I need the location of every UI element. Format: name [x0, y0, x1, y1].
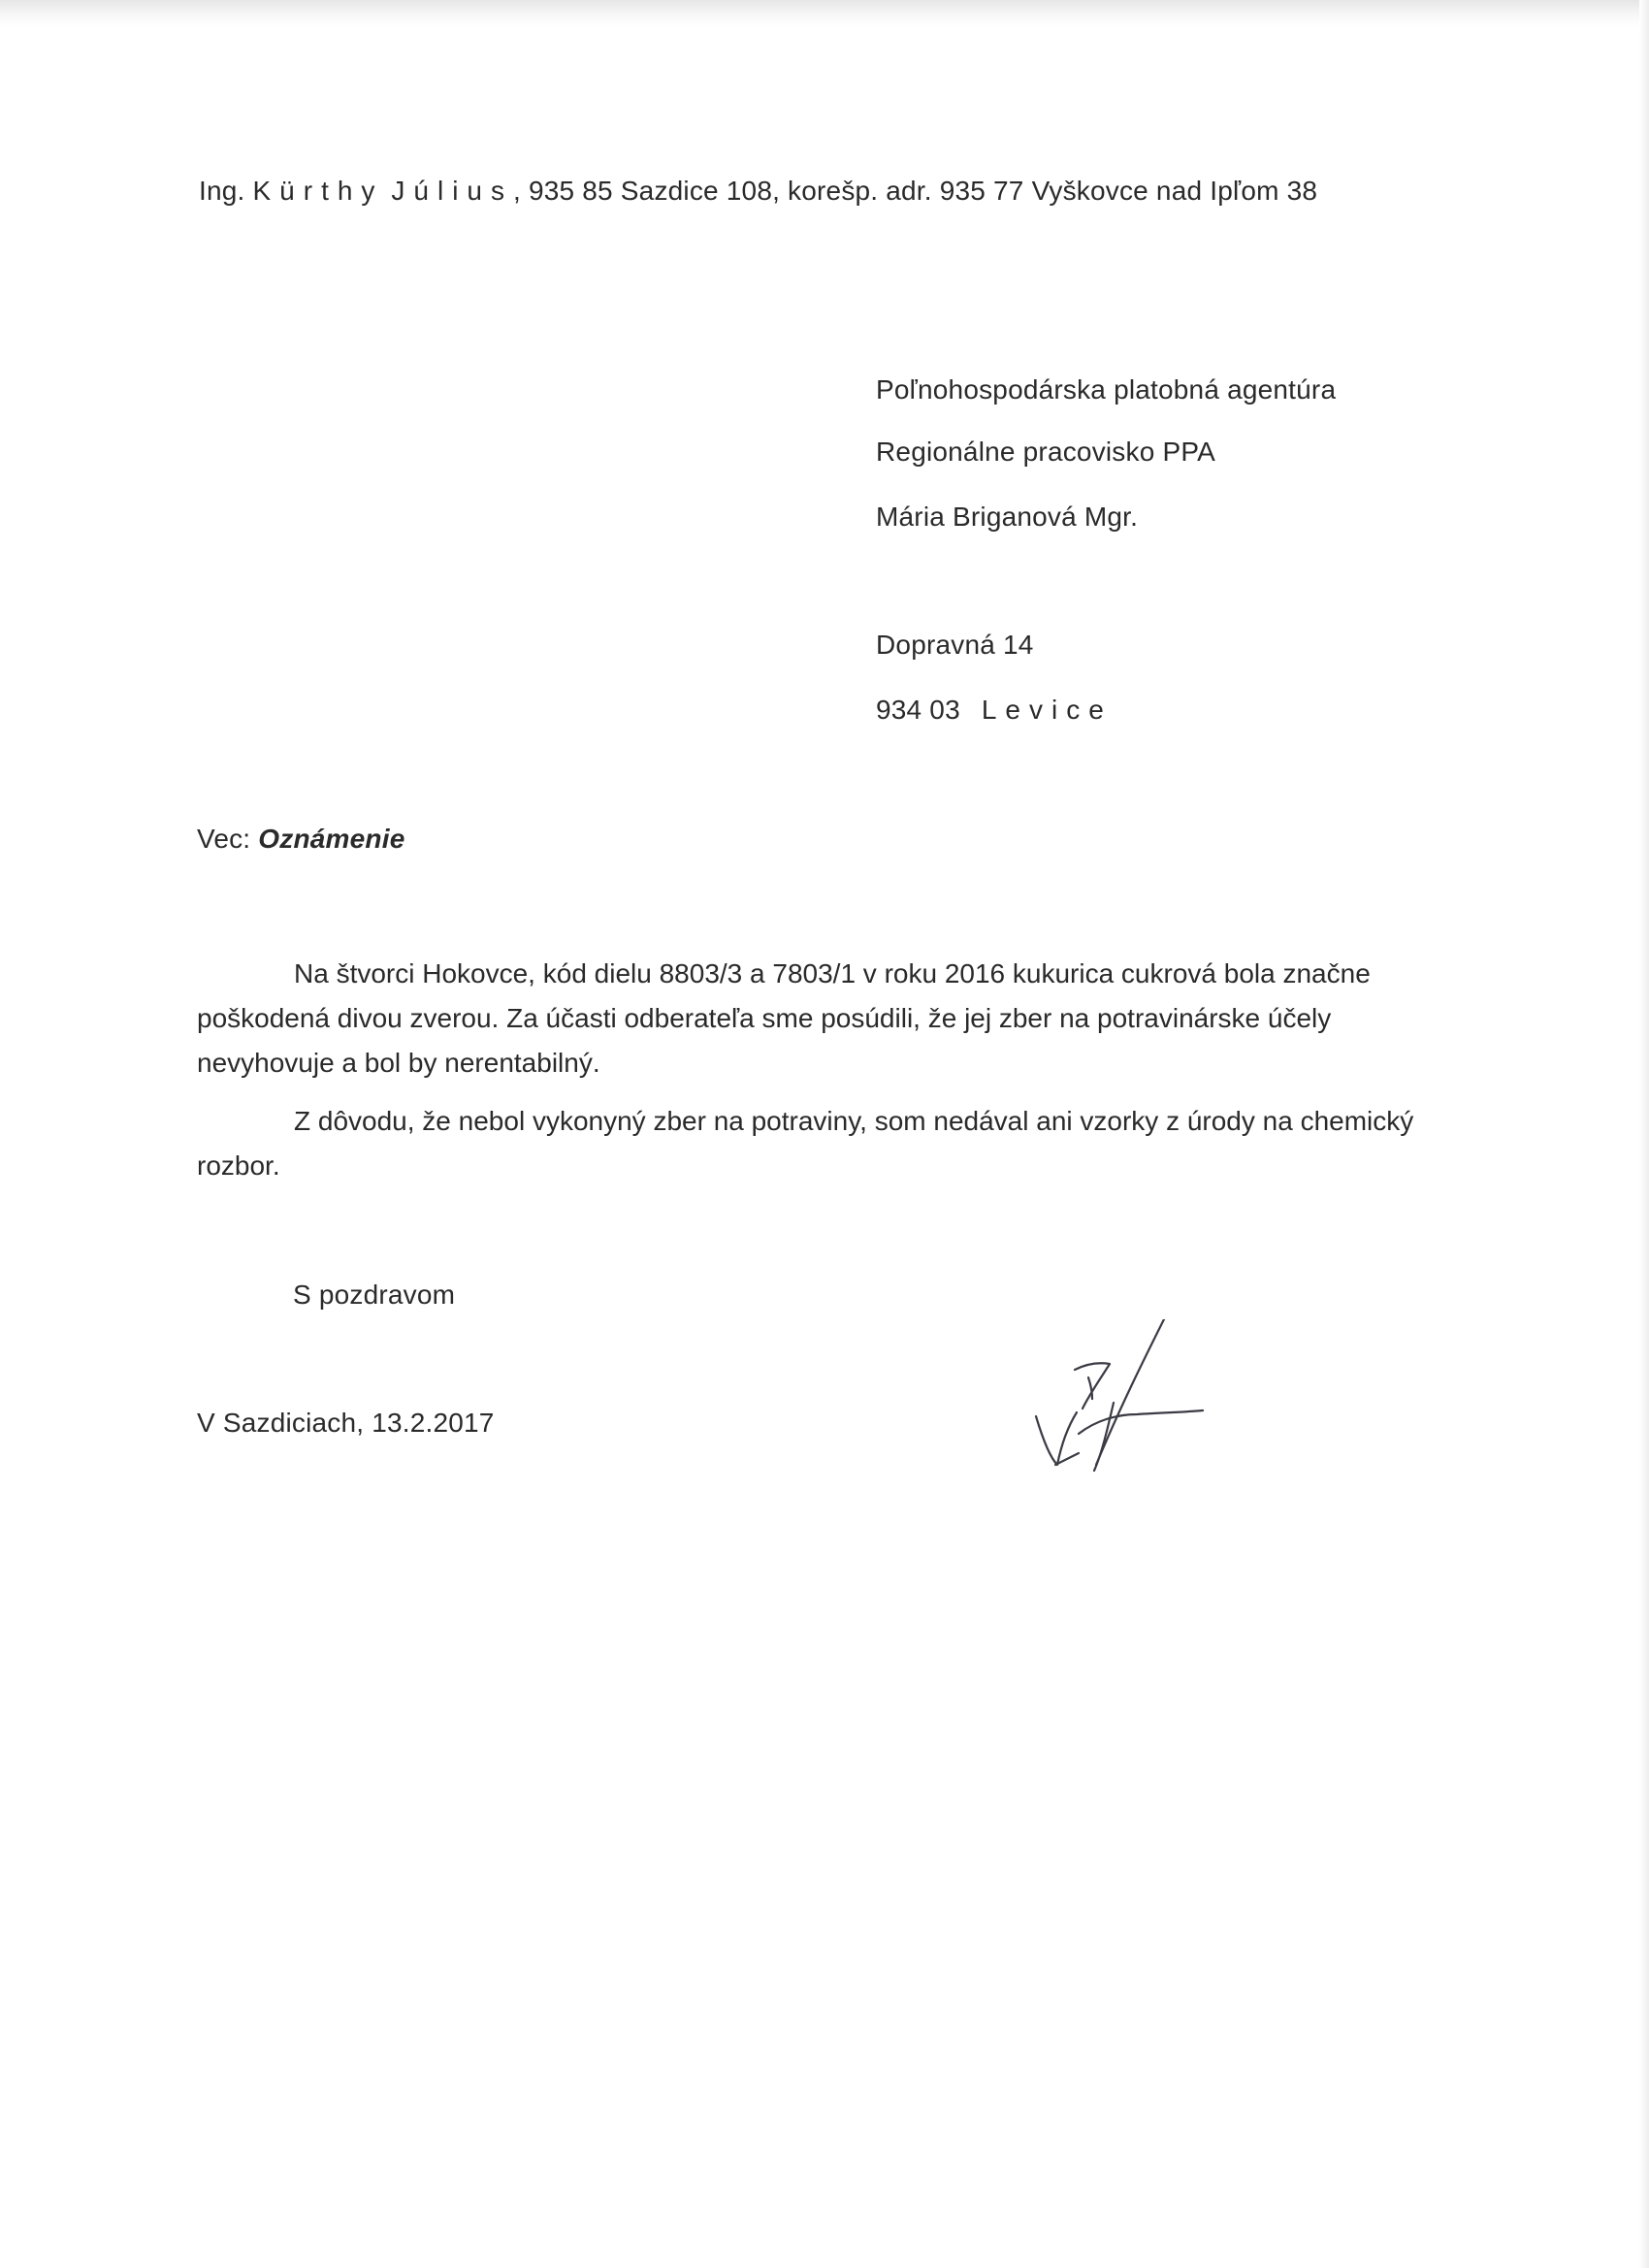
subject-line: [197, 820, 404, 859]
handwritten-signature-icon: [1028, 1319, 1222, 1484]
sender-surname: Kürthy: [252, 176, 384, 206]
sender-line: [199, 172, 1317, 211]
body-paragraph-2: Z dôvodu, že nebol vykonyný zber na potraviny, som nedával ani vzorky z úrody na chemický rozbor.: [197, 1106, 1414, 1181]
recipient-person: Mária Briganová Mgr.: [876, 502, 1139, 532]
subject-label: Vec:: [197, 824, 251, 854]
sender-address: , 935 85 Sazdice 108, korešp. adr. 935 77 Vyškovce nad Ipľom 38: [513, 176, 1318, 206]
scan-shadow-top: [0, 0, 1649, 27]
sender-given-name: Július: [391, 176, 514, 206]
sender-prefix: Ing.: [199, 176, 245, 206]
recipient-organization: Poľnohospodárska platobná agentúra: [876, 374, 1337, 405]
closing-place-date: V Sazdiciach, 13.2.2017: [197, 1408, 495, 1438]
scan-shadow-right: [1639, 0, 1649, 2268]
recipient-street: Dopravná 14: [876, 630, 1034, 660]
subject-value: Oznámenie: [258, 824, 405, 854]
recipient-city-line: [876, 691, 1113, 729]
recipient-postal-code: 934 03: [876, 695, 960, 725]
closing-greeting: S pozdravom: [293, 1280, 456, 1310]
body-paragraph-1: Na štvorci Hokovce, kód dielu 8803/3 a 7803/1 v roku 2016 kukurica cukrová bola značne poškodená divou zverou. Za účasti odberateľa sme posúdili, že jej zber na potravinárske účely nevyhovuje a bol by nerentabilný.: [197, 958, 1371, 1078]
recipient-city: Levice: [981, 695, 1113, 725]
recipient-department: Regionálne pracovisko PPA: [876, 437, 1216, 467]
